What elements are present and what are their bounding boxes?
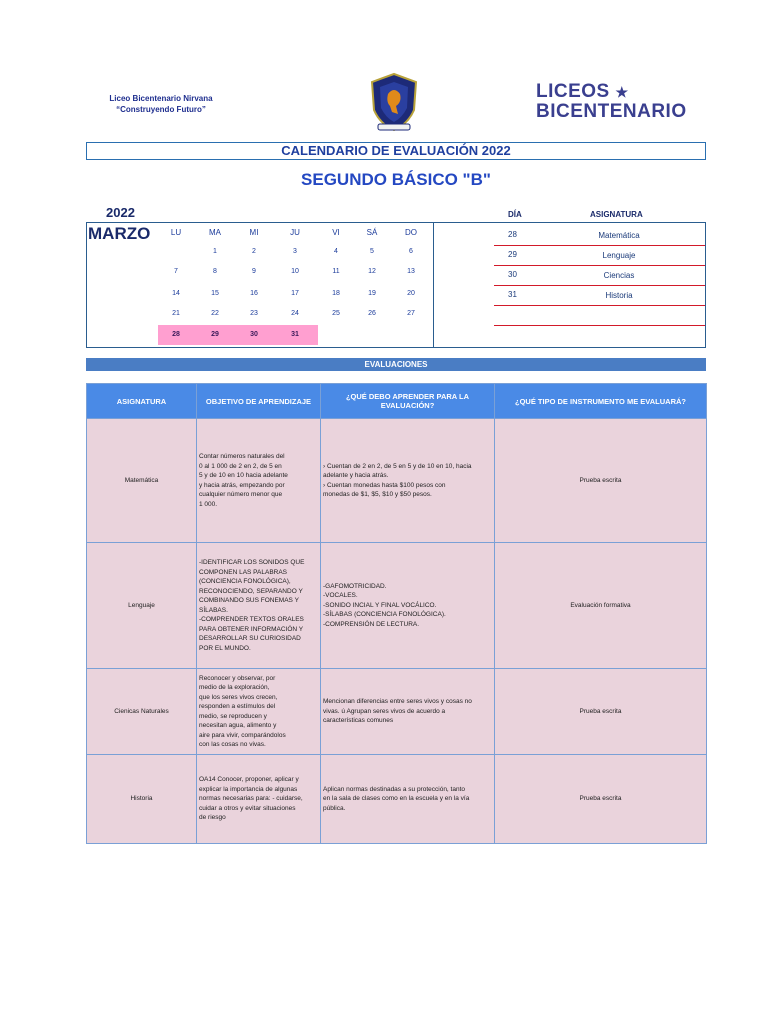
subject-cell: Historia (87, 755, 197, 844)
calendar-day: 27 (407, 310, 415, 317)
learn-cell (321, 543, 495, 669)
instrument-cell: Prueba escrita (495, 419, 707, 543)
subject-cell: Cienicas Naturales (87, 669, 197, 755)
weekday-header: VI (332, 228, 340, 237)
objective-cell (197, 669, 321, 755)
calendar-day: 26 (368, 310, 376, 317)
calendar-day: 20 (407, 290, 415, 297)
calendar-day: 11 (332, 268, 340, 275)
brand-line2: BICENTENARIO (536, 101, 687, 122)
calendar-day: 13 (407, 268, 415, 275)
column-header: ¿QUÉ DEBO APRENDER PARA LA EVALUACIÓN? (321, 384, 495, 419)
calendar-day: 14 (172, 290, 180, 297)
calendar-day: 4 (334, 248, 338, 255)
objective-text: Contar números naturales del 0 al 1 000 de 2 en 2, de 5 en 5 y de 10 en 10 hacia adelante y hacia atrás, empezando por cualquier número menor que 1 000. (199, 453, 288, 508)
learn-text: Aplican normas destinadas a su protección, tanto en la sala de clases como en la escuela y en la vía pública. (323, 785, 470, 812)
calendar-day: 12 (368, 268, 376, 275)
school-header (86, 93, 236, 115)
calendar-day: 3 (293, 248, 297, 255)
instrument-cell: Prueba escrita (495, 755, 707, 844)
objective-text: -IDENTIFICAR LOS SONIDOS QUE COMPONEN LAS PALABRAS (CONCIENCIA FONOLÓGICA), RECONOCIENDO, SEPARANDO Y COMBINANDO SUS FONEMAS Y SÍLABAS. -COMPRENDER TEXTOS ORALES PARA OBTENER INFORMACIÓN Y DESARROLLAR SU CURIOSIDAD POR EL MUNDO. (199, 559, 305, 652)
subject-column-header: ASIGNATURA (590, 210, 643, 219)
calendar-day: 15 (211, 290, 219, 297)
learn-cell (321, 755, 495, 844)
calendar-day: 7 (174, 268, 178, 275)
weekday-header: MA (209, 228, 221, 237)
star-icon: ★ (615, 84, 629, 100)
calendar-day: 5 (370, 248, 374, 255)
instrument-cell: Prueba escrita (495, 669, 707, 755)
calendar-day: 28 (172, 331, 180, 338)
calendar-day: 16 (250, 290, 258, 297)
calendar-day: 22 (211, 310, 219, 317)
brand-logo (536, 82, 687, 121)
subject-cell: Matemática (87, 419, 197, 543)
school-motto: “Construyendo Futuro” (116, 105, 206, 114)
schedule-row (494, 245, 705, 266)
calendar-day: 1 (213, 248, 217, 255)
schedule-row (494, 265, 705, 286)
schedule-subject: Matemática (598, 231, 640, 240)
schedule-subject: Historia (605, 291, 633, 300)
calendar-day: 17 (291, 290, 299, 297)
learn-cell (321, 419, 495, 543)
schedule-day: 30 (508, 270, 517, 279)
schedule-day: 28 (508, 230, 517, 239)
column-header: ¿QUÉ TIPO DE INSTRUMENTO ME EVALUARÁ? (495, 384, 707, 419)
evaluations-bar: EVALUACIONES (86, 358, 706, 371)
calendar-day: 21 (172, 310, 180, 317)
column-header: ASIGNATURA (87, 384, 197, 419)
calendar-day: 2 (252, 248, 256, 255)
calendar-month: MARZO (88, 224, 151, 243)
weekday-header: MI (249, 228, 259, 237)
schedule-subject: Ciencias (603, 271, 635, 280)
table-row (87, 543, 707, 669)
weekday-header: LU (170, 228, 182, 237)
weekday-header: DO (405, 228, 417, 237)
weekday-header: JU (290, 228, 300, 237)
objective-text: OA14 Conocer, proponer, aplicar y explicar la importancia de algunas normas necesarias para: - cuidarse, cuidar a otros y evitar situaciones de riesgo (199, 776, 303, 822)
calendar-day: 10 (291, 268, 299, 275)
calendar-day: 25 (332, 310, 340, 317)
calendar-day: 9 (252, 268, 256, 275)
weekday-header: SÁ (366, 228, 378, 237)
schedule-day: 31 (508, 290, 517, 299)
school-crest-logo (368, 72, 420, 134)
evaluations-table (86, 383, 707, 844)
school-name: Liceo Bicentenario Nirvana (109, 94, 213, 103)
objective-cell (197, 755, 321, 844)
learn-cell (321, 669, 495, 755)
table-header-row (87, 384, 707, 419)
learn-text: Mencionan diferencias entre seres vivos y cosas no vivas. ú Agrupan seres vivos de acuerdo a características comunes (323, 698, 472, 725)
calendar-day: 29 (211, 331, 219, 338)
calendar-day: 18 (332, 290, 340, 297)
learn-text: › Cuentan de 2 en 2, de 5 en 5 y de 10 en 10, hacia adelante y hacia atrás. › Cuentan monedas hasta $100 pesos con monedas de $1, $5, $10 y $50 pesos. (323, 462, 472, 498)
calendar-day: 31 (291, 331, 299, 338)
calendar-day: 8 (213, 268, 217, 275)
table-row (87, 419, 707, 543)
calendar-year: 2022 (106, 205, 135, 220)
day-column-header: DÍA (508, 210, 522, 219)
objective-text: Reconocer y observar, por medio de la exploración, que los seres vivos crecen, responden a estímulos del medio, se reproducen y necesitan agua, alimento y aire para vivir, comparándolos con las cosas no vivas. (199, 674, 286, 748)
calendar-day: 6 (409, 248, 413, 255)
objective-cell (197, 419, 321, 543)
column-header: OBJETIVO DE APRENDIZAJE (197, 384, 321, 419)
calendar-day: 19 (368, 290, 376, 297)
schedule-subject: Lenguaje (602, 251, 636, 260)
table-row (87, 669, 707, 755)
schedule-day: 29 (508, 250, 517, 259)
calendar-day: 30 (250, 331, 258, 338)
instrument-cell: Evaluación formativa (495, 543, 707, 669)
subject-cell: Lenguaje (87, 543, 197, 669)
calendar-day: 24 (291, 310, 299, 317)
schedule-row (494, 285, 705, 306)
page-title: CALENDARIO DE EVALUACIÓN 2022 (86, 142, 706, 160)
page-subtitle: SEGUNDO BÁSICO "B" (301, 170, 491, 189)
schedule-row (494, 305, 705, 326)
objective-cell (197, 543, 321, 669)
calendar-day: 23 (250, 310, 258, 317)
table-row (87, 755, 707, 844)
schedule-row (494, 225, 705, 246)
learn-text: -GAFOMOTRICIDAD. -VOCALES. -SONIDO INCIAL Y FINAL VOCÁLICO. -SÍLABAS (CONCIENCIA FONOLÓGICA). -COMPRENSIÓN DE LECTURA. (323, 582, 446, 628)
brand-line1: LICEOS (536, 81, 610, 102)
